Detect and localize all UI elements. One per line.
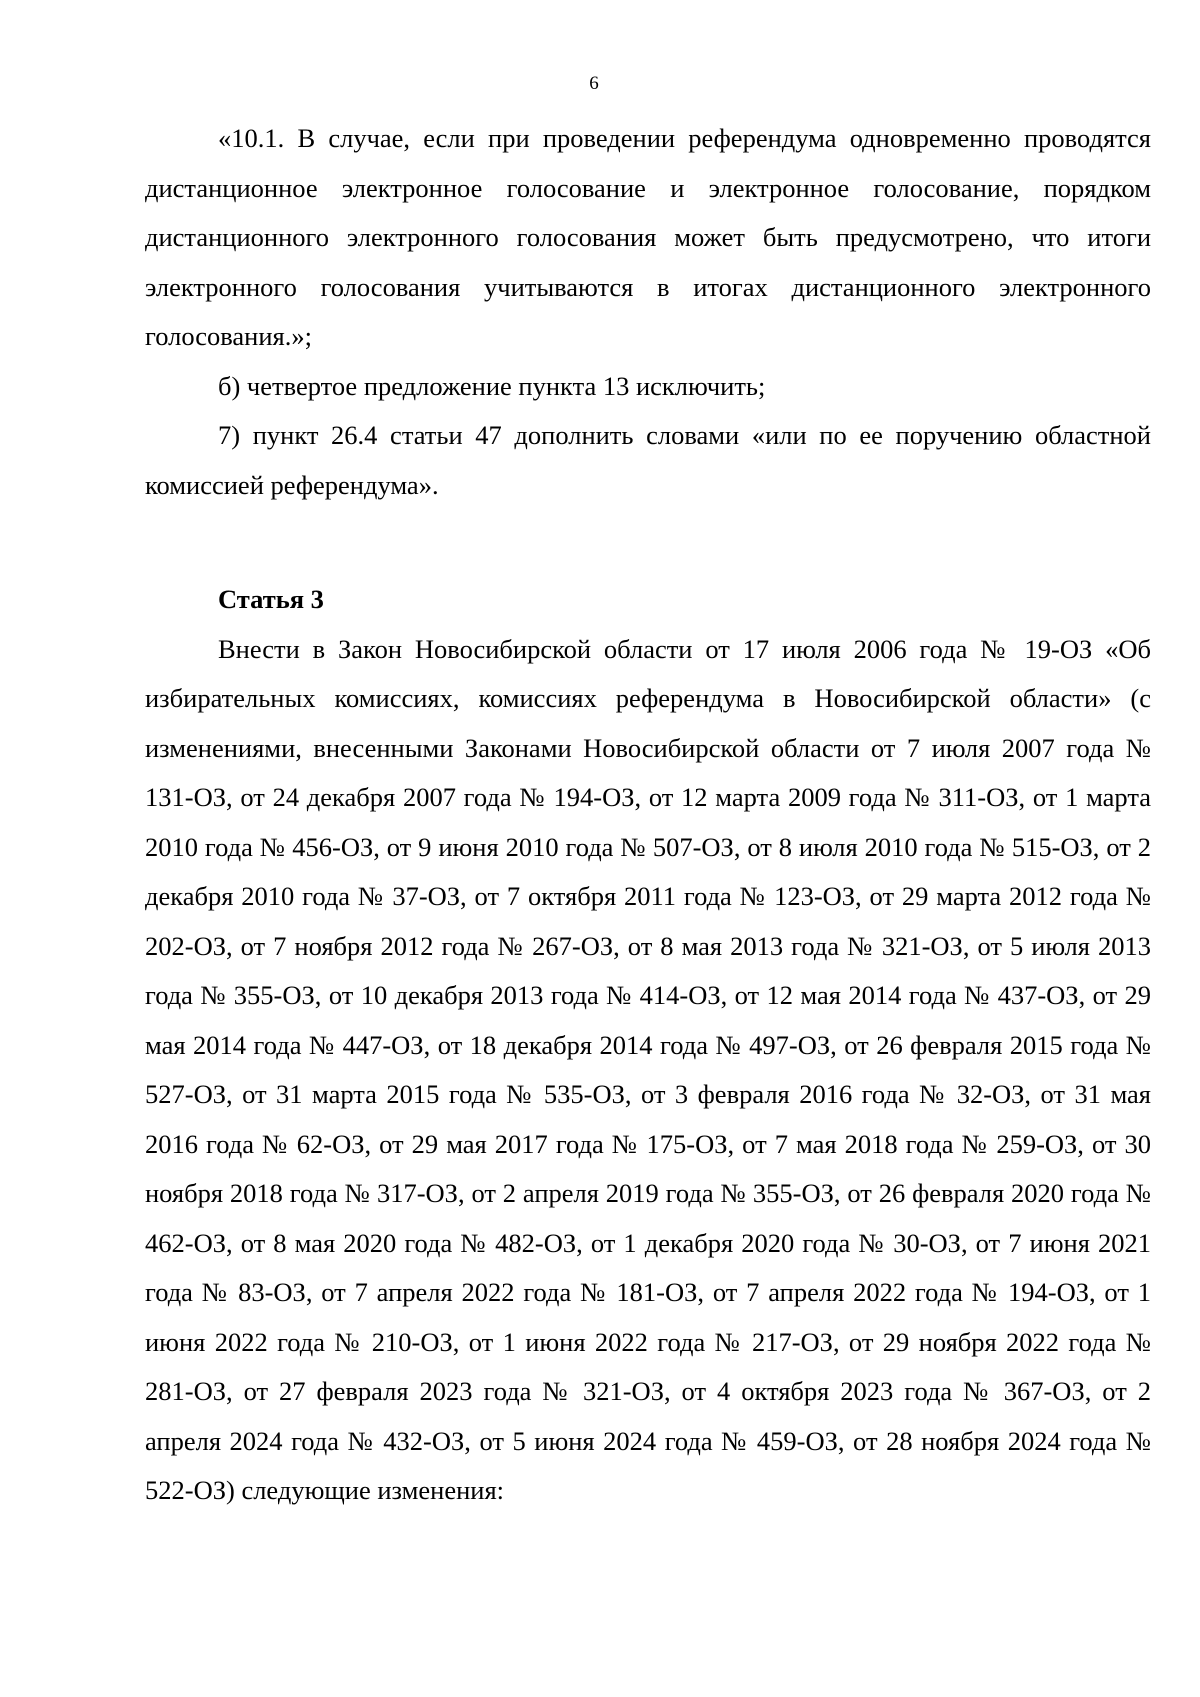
paragraph-item-7: 7) пункт 26.4 статьи 47 дополнить словами «или по ее поручению областной комиссией референдума». bbox=[145, 420, 1151, 500]
article-paragraph: Внести в Закон Новосибирской области от 17 июля 2006 года № 19-ОЗ «Об избирательных комиссиях, комиссиях референдума в Новосибирской области» (с изменениями, внесенными Законами Новосибирской области от 7 июля 2007 года № 131-ОЗ, от 24 декабря 2007 года № 194-ОЗ, от 12 марта 2009 года № 311-ОЗ, от 1 марта 2010 года № 456-ОЗ, от 9 июня 2010 года № 507-ОЗ, от 8 июля 2010 года № 515-ОЗ, от 2 декабря 2010 года № 37-ОЗ, от 7 октября 2011 года № 123-ОЗ, от 29 марта 2012 года № 202-ОЗ, от 7 ноября 2012 года № 267-ОЗ, от 8 мая 2013 года № 321-ОЗ, от 5 июля 2013 года № 355-ОЗ, от 10 декабря 2013 года № 414-ОЗ, от 12 мая 2014 года № 437-ОЗ, от 29 мая 2014 года № 447-ОЗ, от 18 декабря 2014 года № 497-ОЗ, от 26 февраля 2015 года № 527-ОЗ, от 31 марта 2015 года № 535-ОЗ, от 3 февраля 2016 года № 32-ОЗ, от 31 мая 2016 года № 62-ОЗ, от 29 мая 2017 года № 175-ОЗ, от 7 мая 2018 года № 259-ОЗ, от 30 ноября 2018 года № 317-ОЗ, от 2 апреля 2019 года № 355-ОЗ, от 26 февраля 2020 года № 462-ОЗ, от 8 мая 2020 года № 482-ОЗ, от 1 декабря 2020 года № 30-ОЗ, от 7 июня 2021 года № 83-ОЗ, от 7 апреля 2022 года № 181-ОЗ, от 7 апреля 2022 года № 194-ОЗ, от 1 июня 2022 года № 210-ОЗ, от 1 июня 2022 года № 217-ОЗ, от 29 ноября 2022 года № 281-ОЗ, от 27 февраля 2023 года № 321-ОЗ, от 4 октября 2023 года № 367-ОЗ, от 2 апреля 2024 года № 432-ОЗ, от 5 июня 2024 года № 459-ОЗ, от 28 ноября 2024 года № 522-ОЗ) следующие изменения: bbox=[145, 633, 1151, 1505]
page-number: 6 bbox=[589, 73, 599, 94]
article-heading: Статья 3 bbox=[218, 584, 324, 614]
section-spacer bbox=[145, 510, 1151, 575]
paragraph-clause-10-1: «10.1. В случае, если при проведении референдума одновременно проводятся дистанционное электронное голосование и электронное голосование, порядком дистанционного электронного голосования может быть предусмотрено, что итоги электронного голосования учитываются в итогах дистанционного электронного голосования.»; bbox=[145, 123, 1151, 351]
paragraph-item-b: б) четвертое предложение пункта 13 исключить; bbox=[218, 370, 766, 401]
document-body bbox=[145, 114, 1151, 1516]
